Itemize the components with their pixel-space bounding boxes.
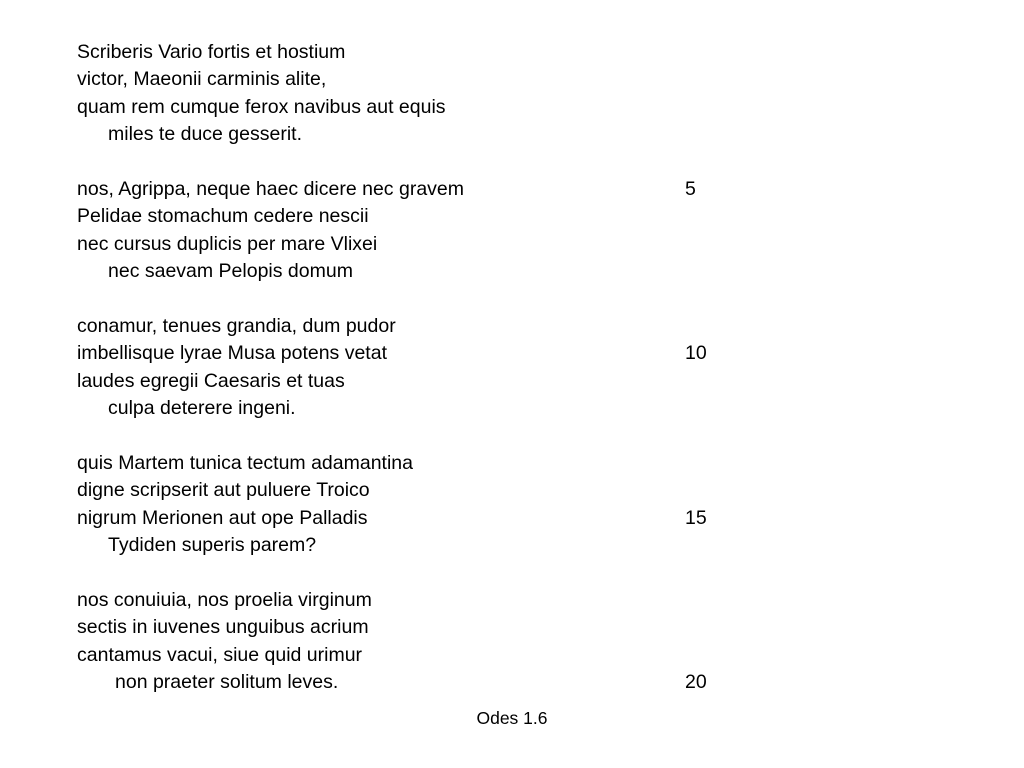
verse-text: nos conuiuia, nos proelia virginum [77,588,372,611]
verse-line [77,94,777,121]
verse-line [77,477,777,504]
stanza-2 [77,176,777,286]
caption: Odes 1.6 [476,708,548,728]
verse-text: nigrum Merionen aut ope Palladis [77,506,368,529]
verse-text: quis Martem tunica tectum adamantina [77,451,413,474]
verse-line [77,313,777,340]
verse-text: quam rem cumque ferox navibus aut equis [77,95,446,118]
verse-text: non praeter solitum leves. [115,670,339,693]
verse-line [77,203,777,230]
verse-text: laudes egregii Caesaris et tuas [77,369,345,392]
stanza-3 [77,313,777,423]
line-number: 5 [685,177,696,200]
verse-text: sectis in iuvenes unguibus acrium [77,616,369,639]
verse-line [77,587,777,614]
verse-text: nec cursus duplicis per mare Vlixei [77,232,378,255]
poem [77,39,777,696]
verse-text: miles te duce gesserit. [108,123,303,146]
stanza-1 [77,39,777,149]
verse-line-indented [77,532,777,559]
verse-line-indented [77,121,777,148]
verse-text: Tydiden superis parem? [108,534,317,557]
verse-text: nos, Agrippa, neque haec dicere nec gravem [77,177,465,200]
verse-line [77,39,777,66]
verse-text: victor, Maeonii carminis alite, [77,68,327,91]
verse-text: cantamus vacui, siue quid urimur [77,643,363,666]
verse-line [77,176,777,203]
line-number: 15 [685,506,707,529]
verse-text: culpa deterere ingeni. [108,397,296,420]
verse-line [77,231,777,258]
verse-text: Pelidae stomachum cedere nescii [77,205,369,228]
verse-line [77,340,777,367]
verse-line [77,66,777,93]
verse-text: nec saevam Pelopis domum [108,260,353,283]
line-number: 20 [685,670,707,693]
verse-line-indented [77,258,777,285]
verse-text: Scriberis Vario fortis et hostium [77,41,346,63]
verse-line [77,450,777,477]
verse-line [77,614,777,641]
verse-text: conamur, tenues grandia, dum pudor [77,314,396,337]
verse-line [77,368,777,395]
stanza-5 [77,587,777,697]
line-number: 10 [685,342,707,365]
verse-text: imbellisque lyrae Musa potens vetat [77,342,387,365]
verse-line [77,505,777,532]
verse-text: digne scripserit aut puluere Troico [77,479,370,502]
verse-line-indented [77,395,777,422]
verse-line-indented [77,669,777,696]
verse-line [77,642,777,669]
stanza-4 [77,450,777,560]
